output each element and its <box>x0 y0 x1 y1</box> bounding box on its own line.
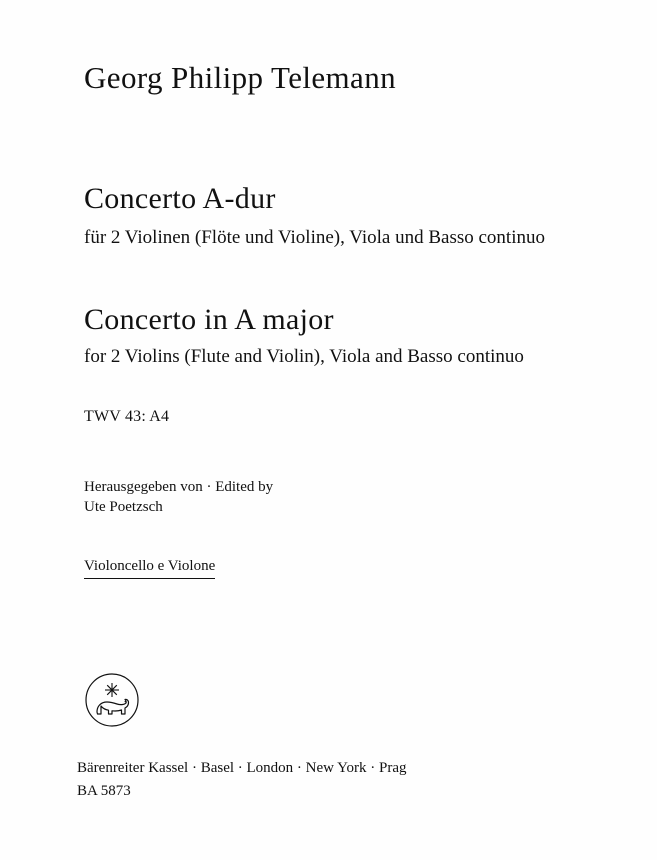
work-subtitle-german: für 2 Violinen (Flöte und Violine), Viola und Basso continuo <box>84 227 545 248</box>
part-designation <box>84 557 215 579</box>
work-subtitle-english: for 2 Violins (Flute and Violin), Viola and Basso continuo <box>84 346 524 367</box>
composer-name: Georg Philipp Telemann <box>84 60 397 95</box>
plate-number: BA 5873 <box>77 783 131 799</box>
baerenreiter-bear-logo <box>84 672 140 728</box>
editor-name: Ute Poetzsch <box>84 499 163 515</box>
catalogue-number: TWV 43: A4 <box>84 408 170 425</box>
work-title-german: Concerto A-dur <box>84 182 276 215</box>
editor-credit-label: Herausgegeben von · Edited by <box>84 479 274 495</box>
work-title-english: Concerto in A major <box>84 303 334 336</box>
part-name-label: Violoncello e Violone <box>84 558 215 579</box>
publisher-imprint: Bärenreiter Kassel · Basel · London · New York · Prag <box>77 760 407 776</box>
